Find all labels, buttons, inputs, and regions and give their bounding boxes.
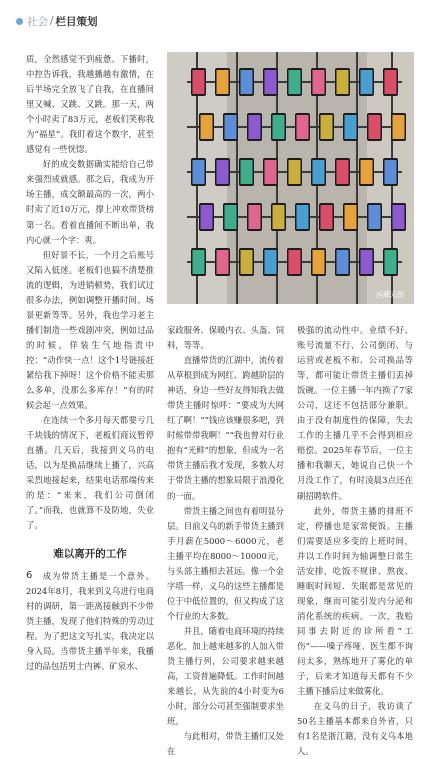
phone-on-rack [191, 158, 206, 186]
running-header [16, 14, 98, 28]
phone-on-rack [215, 68, 230, 96]
phone-on-rack [199, 113, 214, 141]
section-subheading: 难以离开的工作 [53, 547, 127, 560]
paragraph: 好的成交数据确实能给自己带来强烈成就感。那之后，我成为开场主播，成交额最高的一次，两小时卖了近10万元，撑上冲欢带货榜第一名。看着直播间不断出单，我内心就一个字：爽。 [26, 159, 154, 245]
phone-on-rack [263, 68, 278, 96]
phone-on-rack [271, 203, 286, 231]
phone-on-rack [383, 68, 398, 96]
phone-on-rack [215, 158, 230, 186]
phone-on-rack [287, 248, 302, 276]
header-separator: / [50, 15, 54, 27]
phone-rack-illustration [167, 52, 414, 304]
phone-on-rack [359, 68, 374, 96]
phone-on-rack [271, 113, 286, 141]
paragraph: 家政服务、保暖内衣、头盔、饲料，等等。 [167, 325, 284, 351]
phone-on-rack [311, 158, 326, 186]
article-column-right [297, 323, 413, 757]
paragraph: 带货主播之间也有着明显分层。目前义乌的新手带货主播到手月薪在5000～6000元，老主播平均在8000～10000元，与头部主播相去甚远。像一个金字塔一样，义乌的这些主播都是位于中低位置的，但又构成了这个行业的大多数。 [167, 505, 284, 621]
phone-on-rack [343, 203, 358, 231]
phone-on-rack [247, 113, 262, 141]
paragraph: 成为带货主播是一个意外。2024年8月，我来到义乌进行电商村的调研，第一距离接触到不少带货主播，发现了他们特殊的劳动过程。为了把这文写扎实，我决定以身入局。当带货主播半年来，我播过的品包括男士内裤、矿泉水、 [26, 570, 154, 671]
phone-on-rack [383, 248, 398, 276]
phone-on-rack [223, 203, 238, 231]
phone-on-rack [335, 68, 350, 96]
phone-on-rack [287, 68, 302, 96]
phone-on-rack [335, 248, 350, 276]
phone-on-rack [391, 203, 406, 231]
phone-on-rack [295, 113, 310, 141]
phone-on-rack [239, 158, 254, 186]
paragraph: 但好景不长，一个月之后账号又陷入低迷。老板们也搞不清楚推流的逻辑，为进销顿势，我们试过很多办法，例如调整开播时间、场景更新等等。另外，我也学习老主播们制造一些戏剧冲突，例如过品的时候，佯装生气地指责中控：“动作快一点！这个1号链接赶紧给我下掉呀！这个价格不能卖那么多单，没那么多库存！”有的时候会起一点效果。 [26, 249, 154, 411]
phone-on-rack [391, 113, 406, 141]
section-name: 社会 [27, 15, 48, 28]
phone-on-rack [319, 113, 334, 141]
phone-on-rack [191, 248, 206, 276]
paragraph: 质，全然感觉不到疲惫。下播时，中控告诉我，我越播越有激情，在后半场完全放飞了自我，在直播间里又喊、又跳、又跳。那一天，两个小时卖了83万元，老板们笑称我为“福星”。我盯着这个数字，甚至感觉有一些恍惚。 [26, 54, 154, 155]
phone-on-rack [223, 113, 238, 141]
paragraph: 在连续一个多月每天都要亏几千块钱的情况下，老板们商议暂停直播。几天后，我接到义乌的电话，以为是换品继续上播了，兴高采烈地接起来，结果电话那端传来的是：“来来，我们公司倒闭了。”而我，也就算不及防地，失业了。 [26, 415, 154, 531]
paragraph: 与此相对，带货主播们又处在 [167, 731, 284, 757]
phone-on-rack [199, 203, 214, 231]
phone-on-rack [239, 248, 254, 276]
column-name: 栏目策划 [55, 15, 98, 28]
phone-on-rack [367, 203, 382, 231]
phone-on-rack [343, 113, 358, 141]
phone-on-rack [287, 158, 302, 186]
phone-on-rack [311, 248, 326, 276]
article-photo [167, 52, 414, 304]
phone-on-rack [311, 68, 326, 96]
bullet-dot-icon [16, 18, 23, 25]
page-number: 6 [26, 570, 33, 581]
phone-on-rack [383, 158, 398, 186]
phone-on-rack [335, 158, 350, 186]
paragraph: 此外，带货主播的排班不定，停播也是家常便饭。主播们需要适应多变的上班时间，并以工作时间为轴调整日常生活安排，吃饭不规律、熬夜、睡眠时间短、失眠都是常见的现象，继而可能引发内分泌和消化系统的疾病。一次，我贻同事去附近的诊所看“工伤”——嗓子疼哑、医生都不询问太多，熟练地开了雾化的单子，后来才知道每天都有不少主播下播后过来做雾化。 [297, 505, 413, 697]
phone-on-rack [215, 248, 230, 276]
paragraph: 在义乌的日子，我访谈了50名主播基本都来自外省，只有1名是浙江籍，没有义乌本地人。 [297, 701, 413, 757]
phone-on-rack [367, 113, 382, 141]
phone-on-rack [263, 158, 278, 186]
phone-on-rack [247, 203, 262, 231]
phone-on-rack [263, 248, 278, 276]
article-column-left [26, 52, 154, 671]
phone-on-rack [319, 203, 334, 231]
article-column-middle [167, 323, 284, 757]
phone-on-rack [191, 68, 206, 96]
photo-caption: 西藏元图 [376, 291, 404, 299]
phone-on-rack [359, 158, 374, 186]
paragraph: 极强的流动性中。业绩不好、账号流量不行、公司倒闭、与运营或老板不和、公司换品等等，都可能让带货主播们丢掉饭碗。一位主播一年内换了7家公司，这还不包括部分兼职。由于没有制度性的保障，失去工作的主播几乎不会得到相应赔偿。2025年春节后，一位主播和我聊天，她说自己快一个月没工作了，有时凌晨3点还在刷招聘软件。 [297, 325, 413, 501]
phone-on-rack [295, 203, 310, 231]
paragraph: 并且，随着电商环境的持续恶化，加上越来越多的人加入带货主播行列，公司要求越来越高，工资普遍降低。工作时间越来越长，从先前的4小时变为6小时，部分公司甚至强制要求坐班。 [167, 625, 284, 727]
phone-on-rack [359, 248, 374, 276]
phone-on-rack [239, 68, 254, 96]
paragraph: 直播带货的江湖中，流传着从草根到成为网红、跨越阶层的神话，身边一些好友得知我去做带货主播时惊呼：“要成为大网红了啊！”“钱应该赚很多吧，到时候带带我啊！”“我也曾对行业抱有“光鲜”的想象，但成为一名带货主播后我才发现，多数人对于带货主播的想象局限于浪漫化的一面。 [167, 355, 284, 501]
